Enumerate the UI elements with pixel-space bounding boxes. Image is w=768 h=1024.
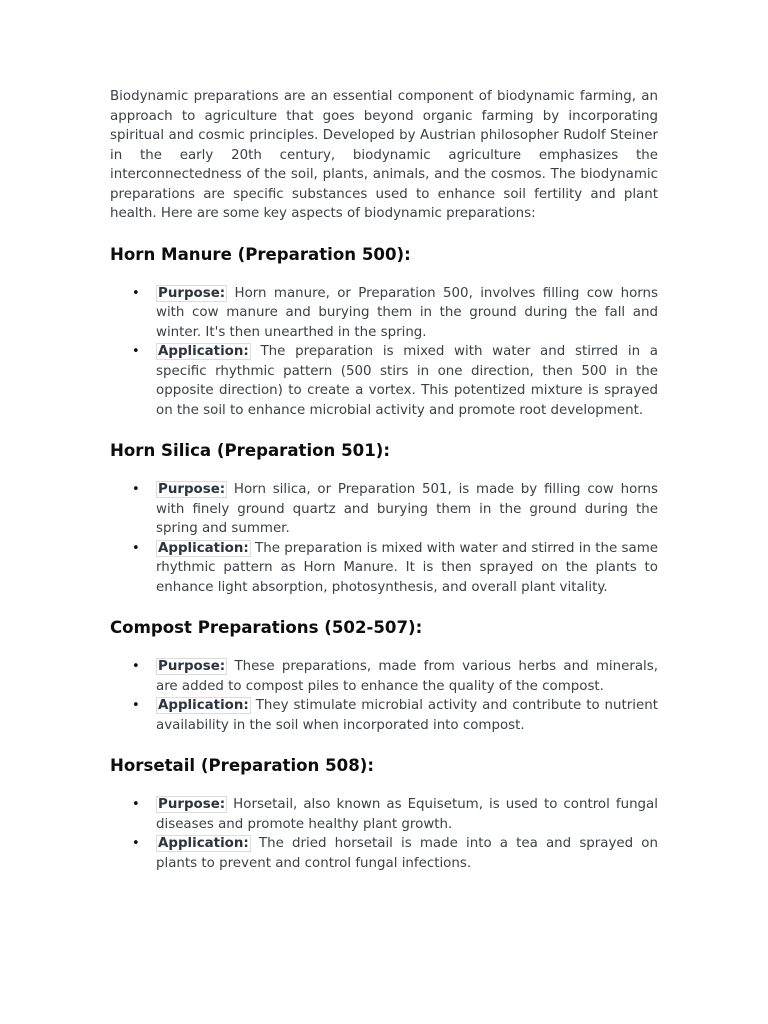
bullet-icon: • [132,797,140,812]
section-compost-preparations [110,616,658,735]
list-item [132,342,658,420]
section-horn-silica [110,439,658,597]
bullet-icon: • [132,659,140,674]
section-horn-manure [110,243,658,421]
term-label: Purpose: [158,797,226,812]
bullet-list [110,480,658,597]
bullet-list [110,284,658,421]
section-title: Horsetail (Preparation 508): [110,756,374,775]
item-text: These preparations, made from various herbs and minerals, are added to compost piles to enhance the quality of the compost. [156,659,658,694]
term-label: Application: [158,698,249,713]
list-item [132,284,658,343]
term-label: Purpose: [158,659,226,674]
list-item [132,539,658,598]
section-title: Horn Manure (Preparation 500): [110,244,411,264]
item-text: They stimulate microbial activity and contribute to nutrient availability in the soil when incorporated into compost. [156,698,658,733]
list-item [132,795,658,834]
item-text: Horn silica, or Preparation 501, is made by filling cow horns with finely ground quartz and burying them in the ground during the spring and summer. [156,482,658,536]
section-title: Horn Silica (Preparation 501): [110,441,390,460]
bullet-icon: • [132,836,140,851]
bullet-icon: • [132,482,140,497]
intro-paragraph: Biodynamic preparations are an essential component of biodynamic farming, an approach to agriculture that goes beyond organic farming by incorporating spiritual and cosmic principles. Developed by Austrian philosopher Rudolf Steiner in the early 20th century, biodynamic agriculture emphasizes the interconnectedness of the soil, plants, animals, and the cosmos. The biodynamic preparations are specific substances used to enhance soil fertility and plant health. Here are some key aspects of biodynamic preparations: [110,89,658,221]
item-text: The preparation is mixed with water and stirred in the same rhythmic pattern as Horn Manure. It is then sprayed on the plants to enhance light absorption, photosynthesis, and overall plant vitality. [156,540,658,595]
list-item [132,657,658,696]
document-page [110,87,658,873]
item-text: The preparation is mixed with water and stirred in a specific rhythmic pattern (500 stirs in one direction, then 500 in the opposite direction) to create a vortex. This potentized mixture is sprayed on the soil to enhance microbial activity and promote root development. [156,344,658,418]
section-horsetail [110,754,658,873]
bullet-icon: • [132,344,140,359]
term-label: Application: [158,836,249,851]
list-item [132,480,658,539]
item-text: The dried horsetail is made into a tea and sprayed on plants to prevent and control fungal infections. [156,836,658,871]
term-label: Purpose: [158,285,226,301]
list-item [132,834,658,873]
bullet-list [110,795,658,873]
term-label: Purpose: [158,482,226,497]
term-label: Application: [158,344,249,359]
item-text: Horn manure, or Preparation 500, involves filling cow horns with cow manure and burying them in the ground during the fall and winter. It's then unearthed in the spring. [156,285,658,340]
bullet-icon: • [132,540,140,556]
bullet-list [110,657,658,735]
bullet-icon: • [132,285,140,301]
term-label: Application: [158,540,249,556]
bullet-icon: • [132,698,140,713]
item-text: Horsetail, also known as Equisetum, is used to control fungal diseases and promote healthy plant growth. [156,797,658,832]
list-item [132,696,658,735]
section-title: Compost Preparations (502-507): [110,618,423,637]
